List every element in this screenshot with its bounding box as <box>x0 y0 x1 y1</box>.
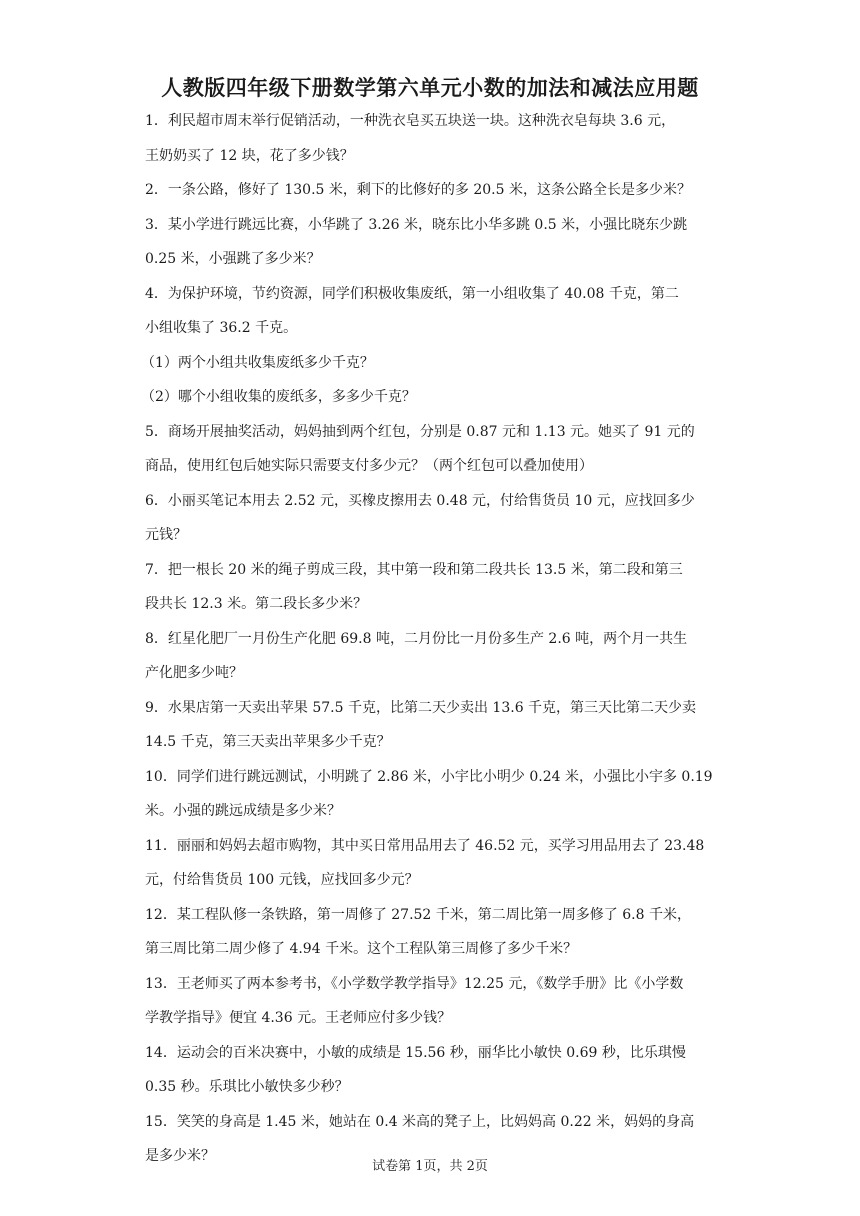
question-text-line: 米。小强的跳远成绩是多少米？ <box>145 803 341 819</box>
question-item <box>145 285 715 338</box>
question-item <box>145 181 715 199</box>
question-text-line: 商品，使用红包后她实际只需要支付多少元？（两个红包可以叠加使用） <box>145 458 593 474</box>
question-item <box>145 768 715 821</box>
question-item <box>145 630 715 683</box>
question-text-line: 王奶奶买了 12 块，花了多少钱？ <box>145 147 354 164</box>
question-item <box>145 837 715 890</box>
question-text-line: 元，付给售货员 100 元钱，应找回多少元？ <box>145 872 419 888</box>
question-text-line: 2．一条公路，修好了 130.5 米，剩下的比修好的多 20.5 米，这条公路全长是多少米？ <box>145 182 691 198</box>
question-item <box>145 1044 715 1097</box>
question-item <box>145 561 715 614</box>
question-text-line: 12．某工程队修一条铁路，第一周修了 27.52 千米，第二周比第一周多修了 6.8 千米， <box>145 906 691 923</box>
question-text-line: 第三周比第二周少修了 4.94 千米。这个工程队第三周修了多少千米？ <box>145 941 578 957</box>
question-text-line: 5．商场开展抽奖活动，妈妈抽到两个红包，分别是 0.87 元和 1.13 元。她买了 91 元的 <box>145 423 695 440</box>
question-text-line: 15．笑笑的身高是 1.45 米，她站在 0.4 米高的凳子上，比妈妈高 0.22 米，妈妈的身高 <box>145 1113 695 1130</box>
question-text-line: 13．王老师买了两本参考书，《小学数学教学指导》12.25 元，《数学手册》比《小学数 <box>145 975 684 992</box>
page-title: 人教版四年级下册数学第六单元小数的加法和减法应用题 <box>161 75 699 100</box>
question-text-line: （1）两个小组共收集废纸多少千克？ <box>141 354 374 371</box>
question-text-line: 0.35 秒。乐琪比小敏快多少秒？ <box>145 1079 349 1095</box>
question-text-line: 1．利民超市周末举行促销活动，一种洗衣皂买五块送一块。这种洗衣皂每块 3.6 元， <box>145 113 676 129</box>
question-text-line: 产化肥多少吨？ <box>145 665 243 681</box>
question-text-line: 10．同学们进行跳远测试，小明跳了 2.86 米，小宇比小明少 0.24 米，小强比小宇多 0.19 <box>145 768 713 785</box>
question-text-line: 4．为保护环境，节约资源，同学们积极收集废纸，第一小组收集了 40.08 千克，第二 <box>145 285 679 302</box>
question-item <box>145 906 715 959</box>
question-text-line: 14．运动会的百米决赛中，小敏的成绩是 15.56 秒，丽华比小敏快 0.69 秒，比乐琪慢 <box>145 1044 686 1061</box>
question-item <box>145 975 715 1028</box>
question-text-line: 7．把一根长 20 米的绳子剪成三段，其中第一段和第二段共长 13.5 米，第二段和第三 <box>145 561 683 578</box>
question-list <box>141 112 715 1182</box>
question-text-line: 11．丽丽和妈妈去超市购物，其中买日常用品用去了 46.52 元，买学习用品用去了 23.48 <box>145 837 705 854</box>
question-text-line: 3．某小学进行跳远比赛，小华跳了 3.26 米，晓东比小华多跳 0.5 米，小强比晓东少跳 <box>145 216 688 233</box>
question-text-line: 0.25 米，小强跳了多少米？ <box>145 251 321 267</box>
question-item <box>145 492 715 545</box>
question-item <box>145 216 715 269</box>
question-text-line: （2）哪个小组收集的废纸多，多多少千克？ <box>141 389 416 405</box>
sub-question <box>141 354 711 372</box>
page-footer: 试卷第 1页，共 2页 <box>372 1159 488 1174</box>
question-text-line: 段共长 12.3 米。第二段长多少米？ <box>145 596 368 612</box>
question-item <box>145 699 715 752</box>
question-item <box>145 423 715 476</box>
question-item <box>145 112 715 165</box>
question-text-line: 是多少米？ <box>145 1148 215 1164</box>
question-text-line: 学教学指导》便宜 4.36 元。王老师应付多少钱？ <box>145 1010 452 1026</box>
question-text-line: 8．红星化肥厂一月份生产化肥 69.8 吨，二月份比一月份多生产 2.6 吨，两个月一共生 <box>145 630 688 647</box>
sub-question <box>141 388 711 406</box>
question-text-line: 6．小丽买笔记本用去 2.52 元，买橡皮擦用去 0.48 元，付给售货员 10 元，应找回多少 <box>145 492 695 509</box>
question-text-line: 小组收集了 36.2 千克。 <box>145 320 298 336</box>
question-text-line: 9．水果店第一天卖出苹果 57.5 千克，比第二天少卖出 13.6 千克，第三天比第二天少卖 <box>145 699 697 716</box>
question-text-line: 元钱？ <box>145 527 187 543</box>
question-text-line: 14.5 千克，第三天卖出苹果多少千克？ <box>145 734 391 750</box>
